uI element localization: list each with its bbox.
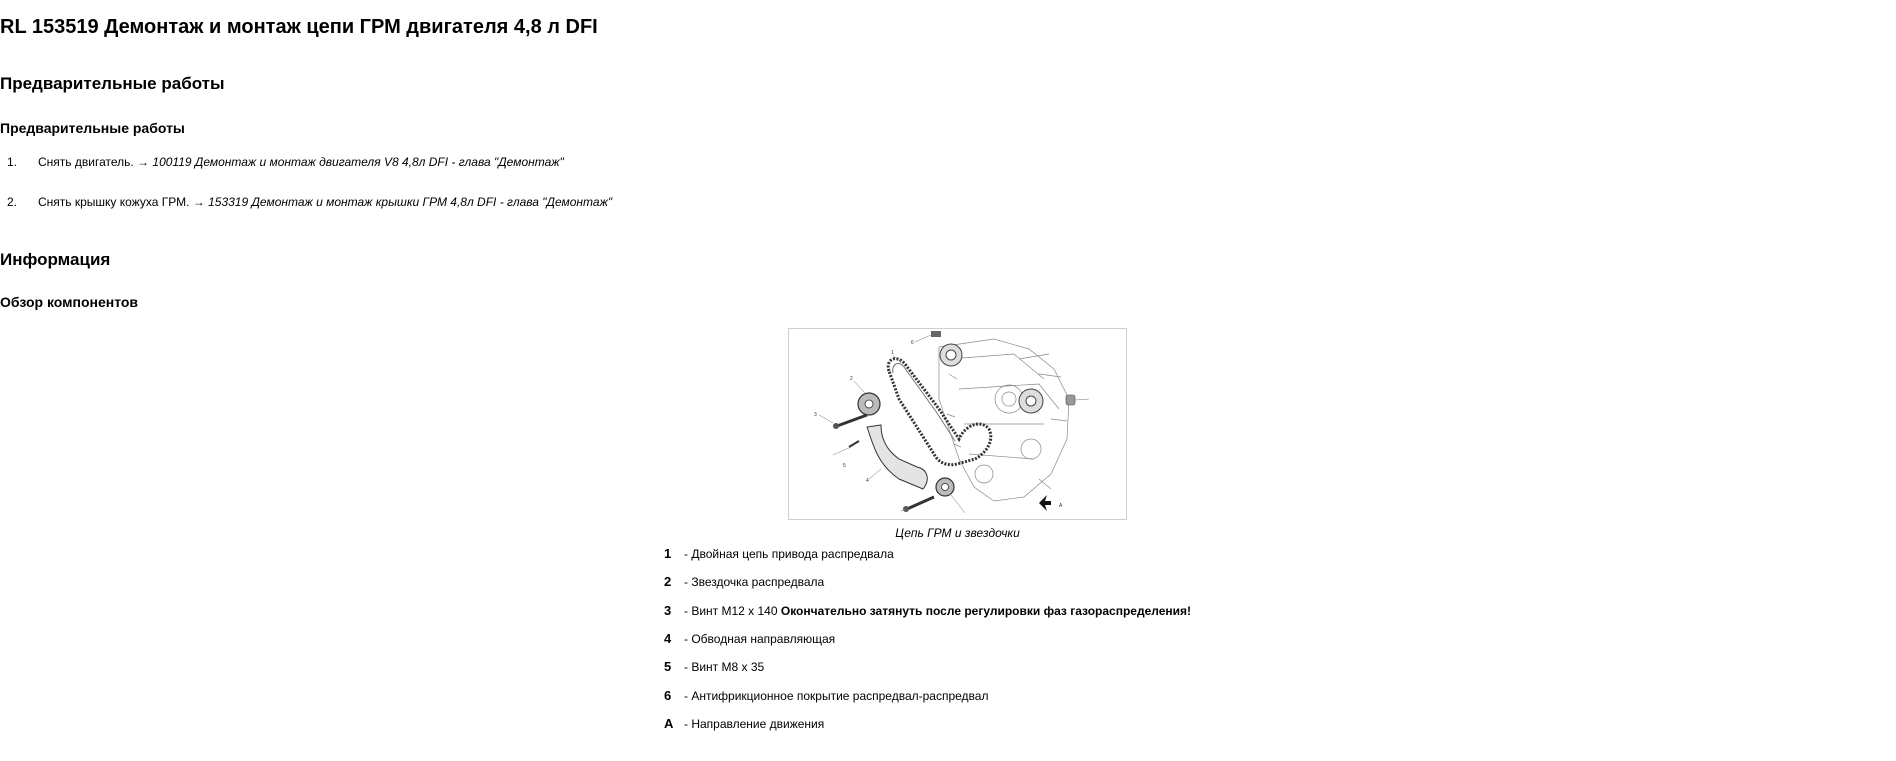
overview-heading: Обзор компонентов <box>0 294 139 310</box>
step-body <box>38 195 612 209</box>
legend-text: - Винт M12 x 140 <box>684 604 778 618</box>
legend-key: 6 <box>664 688 672 703</box>
legend-item <box>664 574 824 589</box>
legend-key: 2 <box>664 574 672 589</box>
callout-label: 6 <box>911 340 914 346</box>
timing-chain-diagram <box>789 329 1126 519</box>
info-heading: Информация <box>0 250 111 269</box>
legend-key: 4 <box>664 631 672 646</box>
prep-heading: Предварительные работы <box>0 74 225 93</box>
legend-text: - Антифрикционное покрытие распредвал-распредвал <box>684 689 989 703</box>
legend-item <box>664 631 835 646</box>
legend-item <box>664 716 824 731</box>
timing-chain-figure <box>788 328 1127 520</box>
legend-item <box>664 546 894 561</box>
callout-label: 5 <box>843 463 846 469</box>
legend-text: - Обводная направляющая <box>684 632 836 646</box>
legend-warning: Окончательно затянуть после регулировки фаз газораспределения! <box>780 604 1192 618</box>
legend-key: 5 <box>664 659 672 674</box>
step-link[interactable]: 100119 Демонтаж и монтаж двигателя V8 4,8л DFI - глава "Демонтаж" <box>152 155 564 169</box>
legend-item <box>664 603 1191 618</box>
callout-label: A <box>1059 503 1063 509</box>
legend-key: 3 <box>664 603 672 618</box>
callout-label: 2 <box>850 376 853 382</box>
antifriction-part-illustration <box>1066 395 1075 405</box>
step-link[interactable]: 153319 Демонтаж и монтаж крышки ГРМ 4,8л DFI - глава "Демонтаж" <box>208 195 613 209</box>
bolt-illustration <box>849 441 859 447</box>
callout-label: 3 <box>814 412 817 418</box>
antifriction-part-illustration <box>931 331 941 337</box>
callout-label: 1 <box>891 350 894 356</box>
step-text: Снять крышку кожуха ГРМ. → <box>38 195 205 209</box>
bolt-illustration <box>907 497 934 509</box>
callout-label: 4 <box>866 478 869 484</box>
bolt-illustration <box>837 415 867 426</box>
page-title: RL 153519 Демонтаж и монтаж цепи ГРМ двигателя 4,8 л DFI <box>0 16 598 38</box>
direction-arrow-icon <box>1039 495 1051 511</box>
guide-rail-illustration <box>867 425 927 489</box>
legend-text: - Двойная цепь привода распредвала <box>684 547 894 561</box>
figure-caption: Цепь ГРМ и звездочки <box>895 526 1020 540</box>
sprocket-illustration <box>936 478 954 496</box>
legend-key: A <box>664 716 674 731</box>
legend-text: - Звездочка распредвала <box>684 575 825 589</box>
step-body <box>38 155 564 169</box>
step-text: Снять двигатель. → <box>38 155 150 169</box>
legend-item <box>664 688 988 703</box>
cam-sprocket-illustration <box>940 344 1043 413</box>
step-number: 1. <box>7 155 18 169</box>
prep-subheading: Предварительные работы <box>0 120 185 136</box>
legend-text: - Направление движения <box>684 717 825 731</box>
step-number: 2. <box>7 195 18 209</box>
legend-item <box>664 659 764 674</box>
sprocket-illustration <box>858 393 880 415</box>
timing-chain-illustration <box>888 359 991 465</box>
legend-key: 1 <box>664 546 672 561</box>
legend-text: - Винт M8 x 35 <box>684 660 765 674</box>
